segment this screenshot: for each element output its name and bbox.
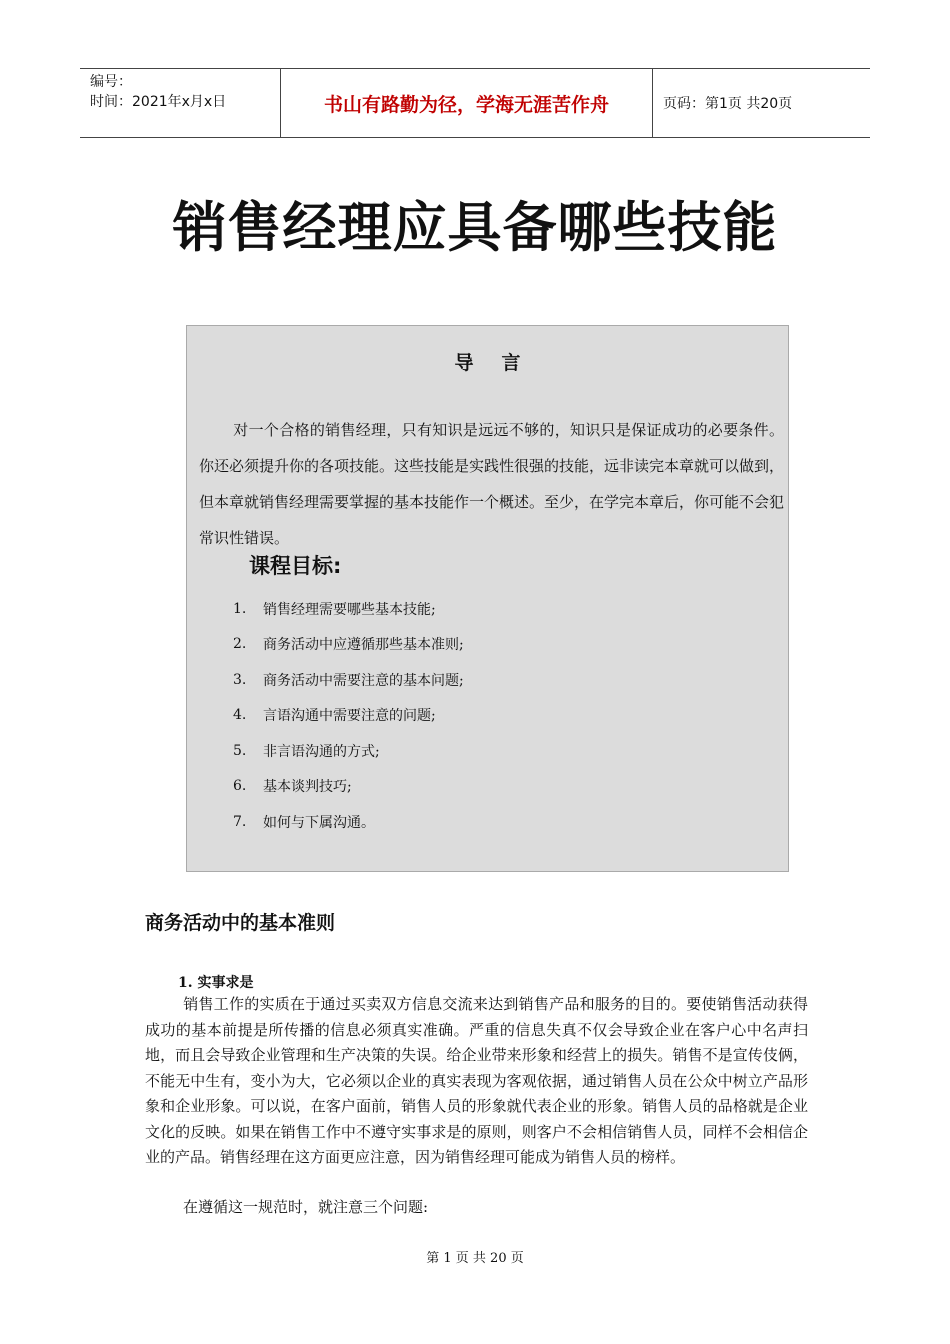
list-item	[233, 804, 464, 840]
intro-paragraph-text: 对一个合格的销售经理，只有知识是远远不够的，知识只是保证成功的必要条件。你还必须提升你的各项技能。这些技能是实践性很强的技能，远非读完本章就可以做到，但本章就销售经理需要掌握的基本技能作一个概述。至少，在学完本章后，你可能不会犯常识性错误。	[199, 421, 785, 547]
page-footer: 第 1 页 共 20 页	[426, 1251, 524, 1266]
goals-list	[233, 591, 464, 840]
date-label: 时间：2021年x月x日	[90, 94, 227, 110]
goals-title: 课程目标:	[249, 554, 342, 578]
header-meta	[80, 69, 280, 137]
list-item-number: 2.	[233, 636, 247, 653]
intro-box	[186, 325, 789, 872]
header-table	[80, 68, 870, 138]
list-item	[233, 733, 464, 769]
intro-heading: 导言	[454, 352, 549, 374]
list-item-number: 4.	[233, 707, 247, 724]
list-item-text: 言语沟通中需要注意的问题;	[263, 708, 436, 725]
list-item	[233, 627, 464, 663]
list-item-number: 3.	[233, 671, 247, 688]
list-item-number: 5.	[233, 742, 247, 759]
list-item	[233, 769, 464, 805]
section-heading: 商务活动中的基本准则	[145, 912, 336, 934]
list-item-text: 商务活动中需要注意的基本问题;	[263, 672, 464, 689]
list-item-text: 商务活动中应遵循那些基本准则;	[263, 637, 464, 654]
list-item-text: 如何与下属沟通。	[263, 814, 375, 831]
list-item	[233, 591, 464, 627]
header-page-info: 页码：第1页 共20页	[663, 96, 793, 112]
body-paragraph-2: 在遵循这一规范时，就注意三个问题:	[183, 1198, 429, 1216]
page-title: 销售经理应具备哪些技能	[172, 196, 778, 259]
list-item-text: 基本谈判技巧;	[263, 779, 352, 796]
list-item-number: 7.	[233, 813, 247, 830]
list-item	[233, 698, 464, 734]
body-paragraph	[145, 992, 808, 1171]
number-label: 编号：	[90, 74, 132, 90]
section-subheading: 1. 实事求是	[178, 975, 254, 991]
list-item	[233, 662, 464, 698]
list-item-text: 销售经理需要哪些基本技能;	[263, 601, 436, 618]
header-motto: 书山有路勤为径，学海无涯苦作舟	[280, 69, 653, 137]
list-item-text: 非言语沟通的方式;	[263, 743, 380, 760]
body-paragraph-text: 销售工作的实质在于通过买卖双方信息交流来达到销售产品和服务的目的。要使销售活动获得成功的基本前提是所传播的信息必须真实准确。严重的信息失真不仅会导致企业在客户心中名声扫地，而且会导致企业管理和生产决策的失误。给企业带来形象和经营上的损失。销售不是宣传伎俩，不能无中生有，变小为大，它必须以企业的真实表现为客观依据，通过销售人员在公众中树立产品形象和企业形象。可以说，在客户面前，销售人员的形象就代表企业的形象。销售人员的品格就是企业文化的反映。如果在销售工作中不遵守实事求是的原则，则客户不会相信销售人员，同样不会相信企业的产品。销售经理在这方面更应注意，因为销售经理可能成为销售人员的榜样。	[145, 995, 808, 1166]
list-item-number: 1.	[233, 600, 247, 617]
intro-paragraph	[199, 412, 784, 556]
list-item-number: 6.	[233, 778, 247, 795]
